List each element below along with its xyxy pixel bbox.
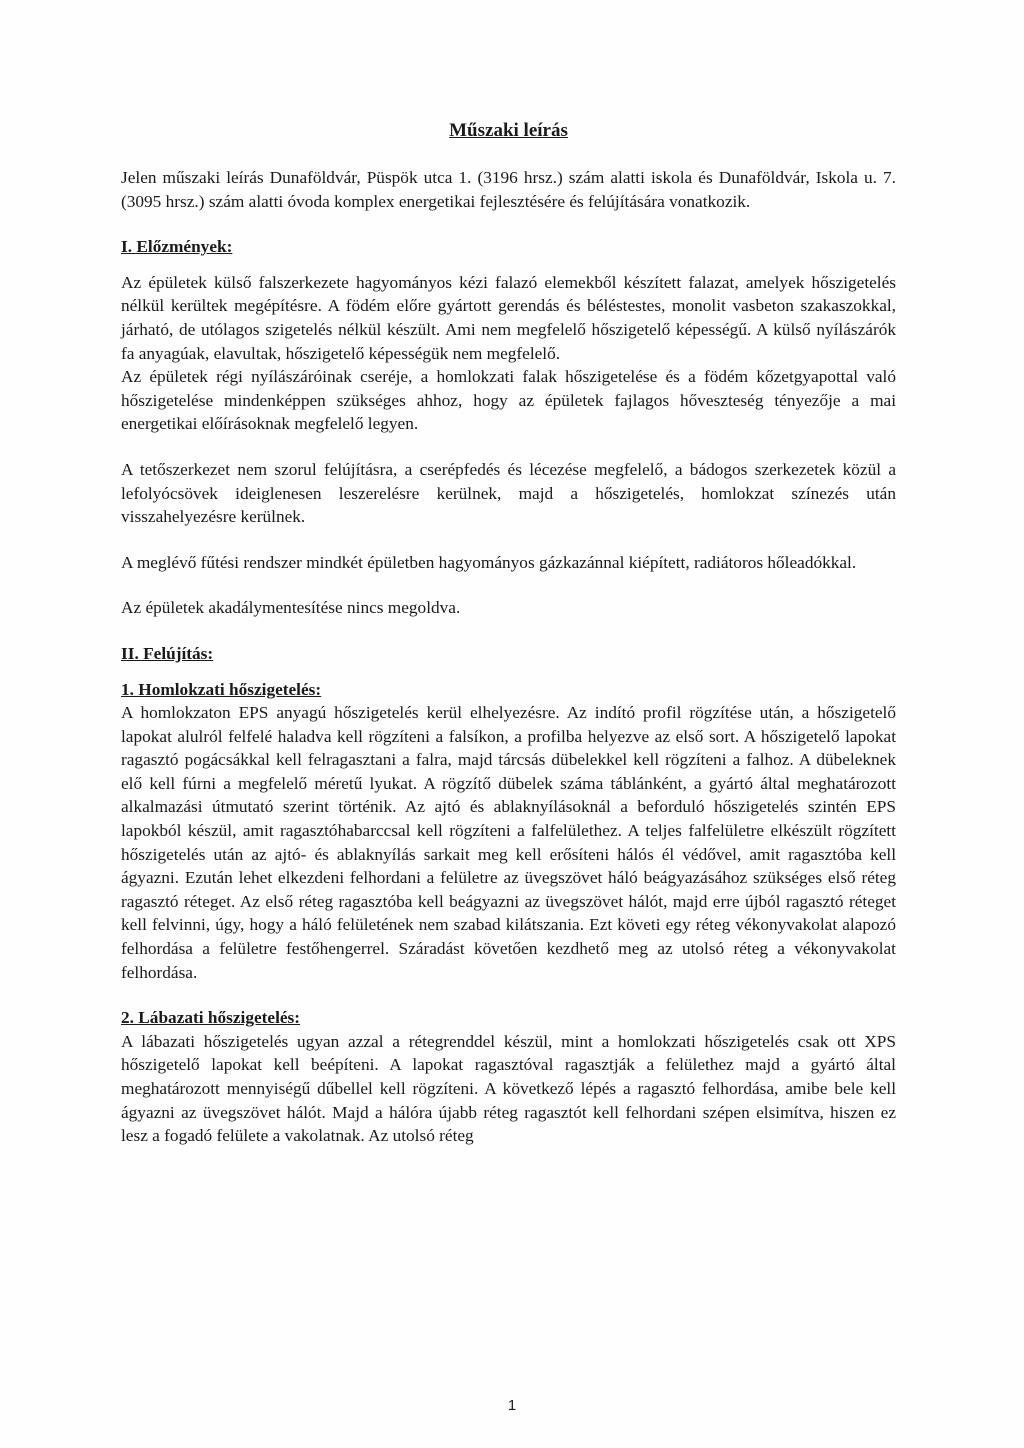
paragraph-elozmenyek-3: A tetőszerkezet nem szorul felújításra, a cserépfedés és lécezése megfelelő, a bádogos szerkezetek közül a lefolyócsövek ideiglenesen leszerelésre kerülnek, majd a hőszigetelés, homlokzat színezés után visszahelyezésre kerülnek.: [121, 459, 896, 527]
paragraph-homlokzati: A homlokzaton EPS anyagú hőszigetelés kerül elhelyezésre. Az indító profil rögzítése után, a hőszigetelő lapokat alulról felfelé haladva kell rögzíteni a falsíkon, a profilba helyezve az első sort. A hőszigetelő lapokat ragasztó pogácsákkal kell felragasztani a falra, majd tárcsás dübelekkel kell rögzíteni a falhoz. A dübeleknek elő kell fúrni a megfelelő méretű lyukat. A rögzítő dübelek száma táblánként, a gyártó által meghatározott alkalmazási útmutató szerint történik. Az ajtó és ablaknyílásoknál a beforduló hőszigetelés szintén EPS lapokból készül, amit ragasztóhabarccsal kell rögzíteni a falfelülethez. A teljes falfelületre elkészült rögzített hőszigetelés után az ajtó- és ablaknyílás sarkait meg kell erősíteni hálós él védővel, amit ragasztóba kell ágyazni. Ezután lehet elkezdeni felhordani a felületre az üvegszövet háló beágyazásához szükséges első réteg ragasztó réteget. Az első réteg ragasztóba kell beágyazni az üvegszövet hálót, majd erre újból ragasztó réteget kell felvinni, úgy, hogy a háló felületének nem szabad kilátszania. Ezt követi egy réteg vékonyvakolat alapozó felhordása a felületre festőhengerrel. Száradást követően kezdhető meg az utolsó réteg a vékonyvakolat felhordása.: [121, 703, 896, 982]
paragraph-elozmenyek-2: Az épületek régi nyílászáróinak cseréje, a homlokzati falak hőszigetelése és a födém kőzetgyapottal való hőszigetelése mindenképpen szükséges ahhoz, hogy az épületek fajlagos hőveszteség tényezője a mai energetikai előírásoknak megfelelő legyen.: [121, 367, 896, 434]
paragraph-elozmenyek-1: Az épületek külső falszerkezete hagyományos kézi falazó elemekből készített falazat, amelyek hőszigetelés nélkül kerültek megépítésre. A födém előre gyártott gerendás és béléstestes, monolit vasbeton szakaszokkal, járható, de utólagos szigetelés nélkül készült. Ami nem megfelelő hőszigetelő képességű. A külső nyílászárók fa anyagúak, elavultak, hőszigetelő képességük nem megfelelő.: [121, 272, 896, 363]
page-number: 1: [507, 1397, 517, 1414]
paragraph-elozmenyek-4: A meglévő fűtési rendszer mindkét épületben hagyományos gázkazánnal kiépített, radiátoros hőleadókkal.: [121, 552, 857, 572]
section-heading-elozmenyek: I. Előzmények:: [121, 237, 233, 257]
document-title: Műszaki leírás: [449, 120, 568, 141]
subsection-heading-labazati: 2. Lábazati hőszigetelés:: [121, 1008, 301, 1028]
paragraph-elozmenyek-5: Az épületek akadálymentesítése nincs megoldva.: [121, 598, 461, 618]
document-body: [121, 118, 896, 1148]
section-heading-felujitas: II. Felújítás:: [121, 643, 214, 663]
subsection-heading-homlokzati: 1. Homlokzati hőszigetelés:: [121, 679, 322, 699]
paragraph-labazati: A lábazati hőszigetelés ugyan azzal a rétegrenddel készül, mint a homlokzati hőszigetelés csak ott XPS hőszigetelő lapokat kell beépíteni. A lapokat ragasztóval ragasztják a felülethez majd a gyártó által meghatározott mennyiségű dűbellel kell rögzíteni. A következő lépés a ragasztó felhordása, amibe bele kell ágyazni az üvegszövet hálót. Majd a hálóra újabb réteg ragasztót kell felhordani szépen elsimítva, hiszen ez lesz a fogadó felülete a vakolatnak. Az utolsó réteg: [121, 1031, 896, 1146]
intro-paragraph: Jelen műszaki leírás Dunaföldvár, Püspök utca 1. (3196 hrsz.) szám alatti iskola és Dunaföldvár, Iskola u. 7. (3095 hrsz.) szám alatti óvoda komplex energetikai fejlesztésére és felújítására vonatkozik.: [121, 168, 896, 211]
